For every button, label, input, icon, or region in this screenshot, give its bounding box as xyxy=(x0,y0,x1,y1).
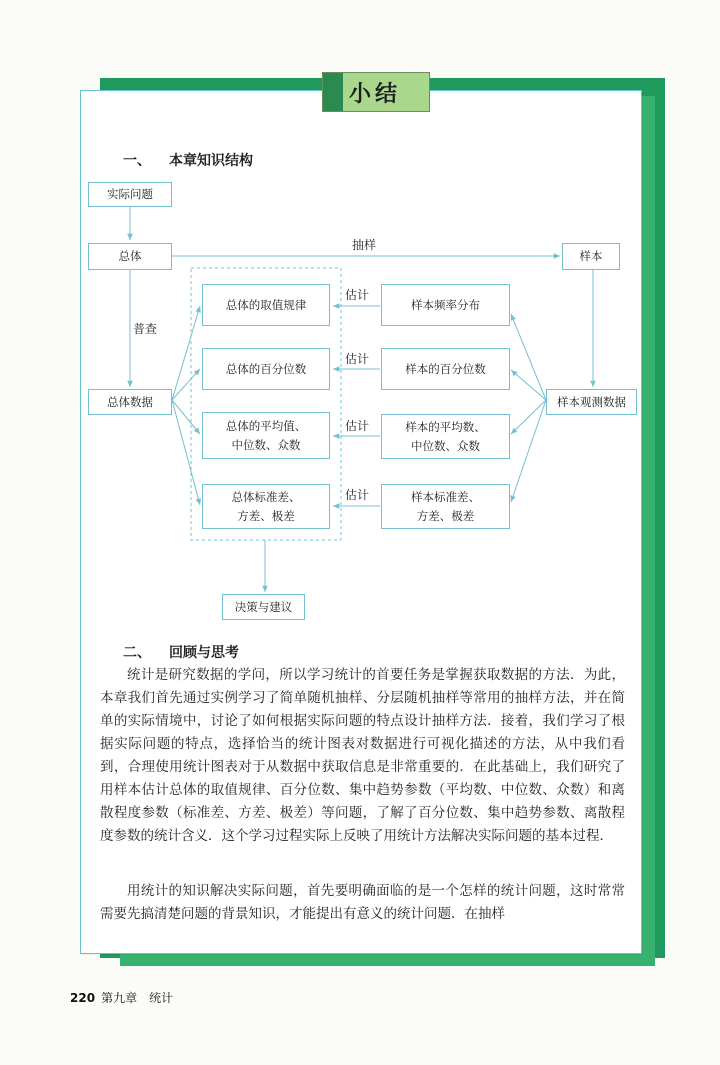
arrow-observed-to-mean xyxy=(511,400,546,434)
paragraph-2: 用统计的知识解决实际问题，首先要明确面临的是一个怎样的统计问题，这时常常需要先搞清楚问题的背景知识，才能提出有意义的统计问题．在抽样 xyxy=(100,883,625,922)
arrow-data-to-std xyxy=(172,400,200,505)
arrow-observed-to-percentile xyxy=(511,370,546,400)
label-estimate-2: 估计 xyxy=(345,352,370,366)
label-estimate-3: 估计 xyxy=(345,419,370,433)
node-population-mean-median-mode: 总体的平均值、 中位数、众数 xyxy=(202,412,330,459)
arrow-observed-to-freq xyxy=(511,314,546,400)
summary-title: 小结 xyxy=(349,81,402,107)
node-actual-problem: 实际问题 xyxy=(88,182,172,207)
node-sample-percentile: 样本的百分位数 xyxy=(381,348,510,390)
section2-heading xyxy=(123,642,239,662)
node-population: 总体 xyxy=(88,243,172,270)
arrow-observed-to-std xyxy=(511,400,546,502)
chapter-label: 第九章 统计 xyxy=(101,991,174,1005)
label-census: 普查 xyxy=(133,322,158,336)
node-population-value-law: 总体的取值规律 xyxy=(202,284,330,326)
node-sample-frequency-distribution: 样本频率分布 xyxy=(381,284,510,326)
label-sampling: 抽样 xyxy=(352,238,377,252)
node-decision-and-advice: 决策与建议 xyxy=(222,594,305,620)
page-footer xyxy=(70,989,173,1006)
section1-title: 本章知识结构 xyxy=(169,153,253,169)
node-sample-mean-median-mode: 样本的平均数、 中位数、众数 xyxy=(381,414,510,459)
node-sample-std-var-range: 样本标准差、 方差、极差 xyxy=(381,484,510,529)
section2-title: 回顾与思考 xyxy=(169,645,239,661)
node-sample: 样本 xyxy=(562,243,620,270)
paragraph-1: 统计是研究数据的学问，所以学习统计的首要任务是掌握获取数据的方法．为此，本章我们首先通过实例学习了简单随机抽样、分层随机抽样等常用的抽样方法，并在简单的实际情境中，讨论了如何根据实际问题的特点设计抽样方法．接着，我们学习了根据实际问题的特点，选择恰当的统计图表对数据进行可视化描述的方法，从中我们看到，合理使用统计图表对于从数据中获取信息是非常重要的．在此基础上，我们研究了用样本估计总体的取值规律、百分位数、集中趋势参数（平均数、中位数、众数）和离散程度参数（标准差、方差、极差）等问题，了解了百分位数、集中趋势参数、离散程度参数的统计含义．这个学习过程实际上反映了用统计方法解决实际问题的基本过程． xyxy=(100,667,625,844)
section2-number: 二、 xyxy=(123,645,151,661)
label-estimate-1: 估计 xyxy=(345,288,370,302)
node-sample-observed-data: 样本观测数据 xyxy=(546,389,637,415)
section1-number: 一、 xyxy=(123,153,151,169)
node-population-std-var-range: 总体标准差、 方差、极差 xyxy=(202,484,330,529)
arrow-data-to-value-law xyxy=(172,306,200,400)
node-population-data: 总体数据 xyxy=(88,389,172,415)
label-estimate-4: 估计 xyxy=(345,488,370,502)
page-number: 220 xyxy=(70,991,96,1005)
node-population-percentile: 总体的百分位数 xyxy=(202,348,330,390)
